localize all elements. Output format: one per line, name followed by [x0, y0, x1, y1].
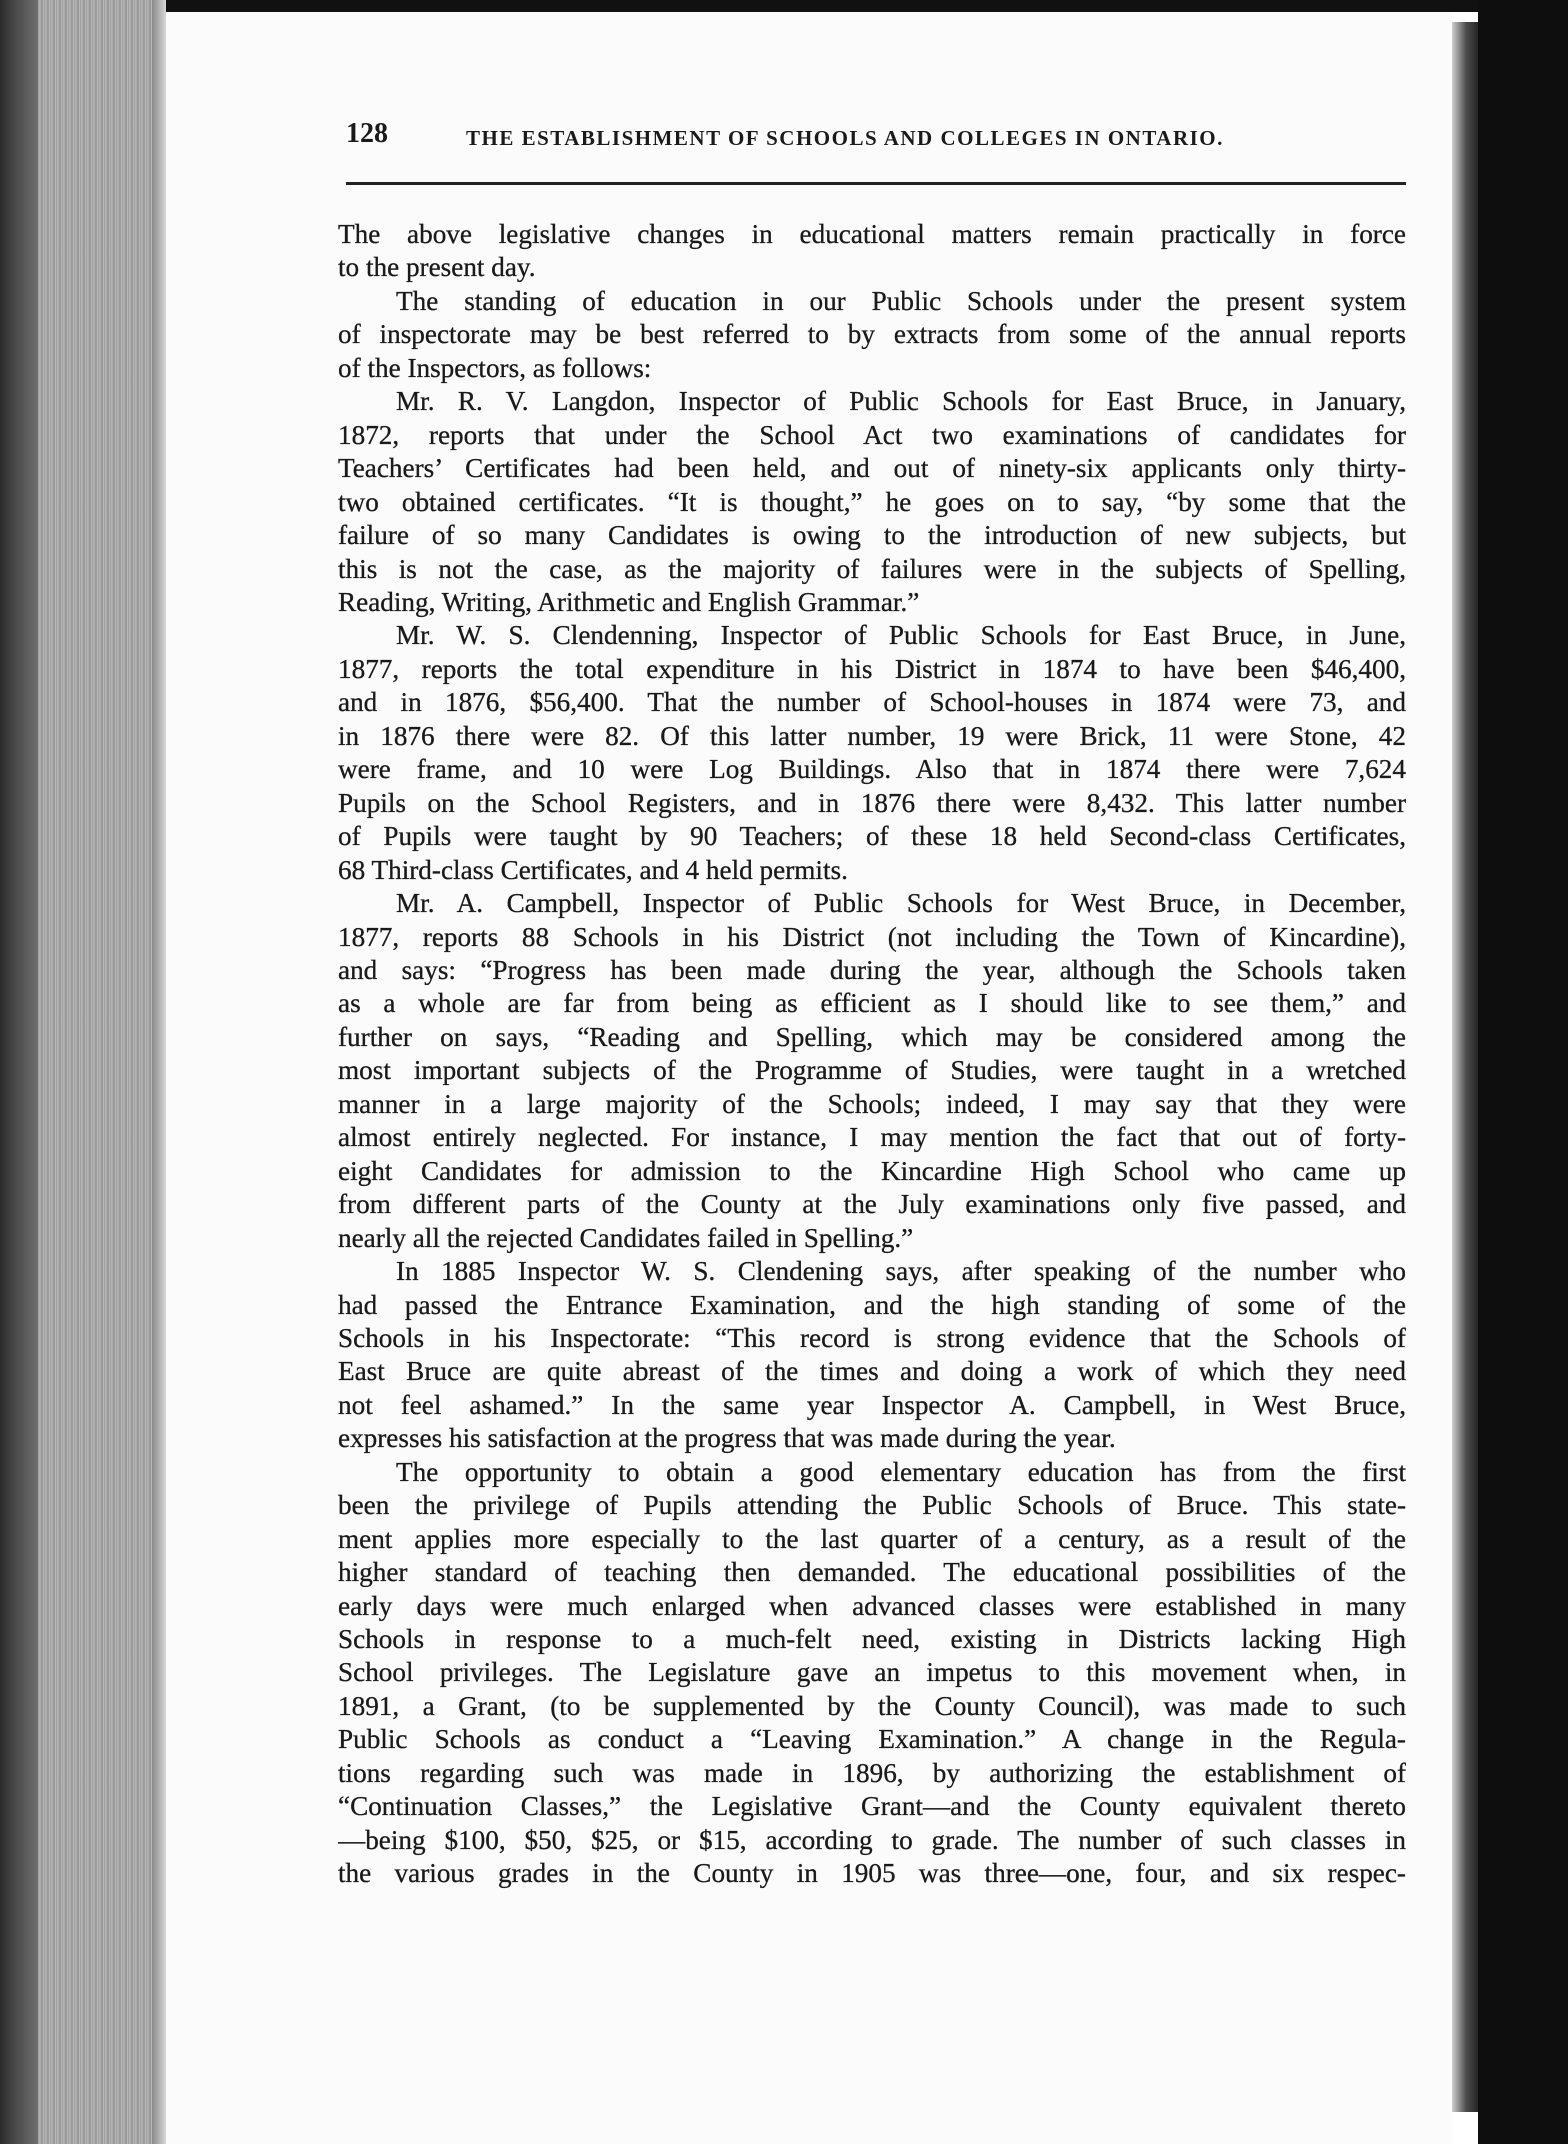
text-line: nearly all the rejected Candidates failed in Spelling.”	[338, 1222, 914, 1253]
text-line: The standing of education in our Public Schools under the present system	[396, 285, 1406, 316]
text-line: in 1876 there were 82. Of this latter number, 19 were Brick, 11 were Stone, 42	[338, 720, 1406, 751]
text-line: 1877, reports the total expenditure in his District in 1874 to have been $46,400,	[338, 653, 1406, 684]
header-rule	[346, 182, 1406, 185]
text-line: School privileges. The Legislature gave an impetus to this movement when, in	[338, 1657, 1406, 1688]
page-number: 128	[346, 118, 388, 149]
scan-border-right	[1478, 0, 1568, 2144]
body-text	[338, 218, 1406, 1891]
text-line: Mr. W. S. Clendenning, Inspector of Public Schools for East Bruce, in June,	[396, 620, 1406, 651]
text-line: manner in a large majority of the Schools; indeed, I may say that they were	[338, 1088, 1406, 1119]
text-line: Schools in response to a much-felt need, existing in Districts lacking High	[338, 1624, 1406, 1655]
text-line: “Continuation Classes,” the Legislative Grant—and the County equivalent thereto	[338, 1791, 1406, 1822]
text-line: this is not the case, as the majority of failures were in the subjects of Spelling,	[338, 553, 1406, 584]
text-line: Schools in his Inspectorate: “This record is strong evidence that the Schools of	[338, 1322, 1406, 1353]
text-line: as a whole are far from being as efficient as I should like to see them,” and	[338, 988, 1406, 1019]
text-line: two obtained certificates. “It is thought,” he goes on to say, “by some that the	[338, 486, 1406, 517]
text-line: early days were much enlarged when advanced classes were established in many	[338, 1590, 1406, 1621]
text-line: 1877, reports 88 Schools in his District (not including the Town of Kincardine),	[338, 921, 1406, 952]
text-line: tions regarding such was made in 1896, by authorizing the establishment of	[338, 1757, 1406, 1788]
text-line: eight Candidates for admission to the Kincardine High School who came up	[338, 1155, 1406, 1186]
text-line: Teachers’ Certificates had been held, and out of ninety-six applicants only thirty-	[338, 453, 1406, 484]
text-line: not feel ashamed.” In the same year Inspector A. Campbell, in West Bruce,	[338, 1389, 1406, 1420]
text-line: further on says, “Reading and Spelling, which may be considered among the	[338, 1021, 1406, 1052]
text-line: The above legislative changes in educational matters remain practically in force	[338, 219, 1406, 249]
book-spine-shadow	[0, 0, 38, 2144]
text-line: Public Schools as conduct a “Leaving Examination.” A change in the Regula-	[338, 1724, 1406, 1755]
text-line: the various grades in the County in 1905 was three—one, four, and six respec-	[338, 1858, 1406, 1889]
text-line: of Pupils were taught by 90 Teachers; of these 18 held Second-class Certificates,	[338, 821, 1406, 852]
text-line: Pupils on the School Registers, and in 1876 there were 8,432. This latter number	[338, 787, 1406, 818]
text-line: 68 Third-class Certificates, and 4 held permits.	[338, 854, 848, 885]
text-line: Mr. A. Campbell, Inspector of Public Schools for West Bruce, in December,	[396, 888, 1406, 919]
text-line: been the privilege of Pupils attending the Public Schools of Bruce. This state-	[338, 1490, 1406, 1521]
text-line: most important subjects of the Programme of Studies, were taught in a wretched	[338, 1055, 1406, 1086]
text-line: —being $100, $50, $25, or $15, according to grade. The number of such classes in	[338, 1824, 1406, 1855]
text-line: almost entirely neglected. For instance, I may mention the fact that out of forty-	[338, 1122, 1406, 1153]
text-line: had passed the Entrance Examination, and the high standing of some of the	[338, 1289, 1406, 1320]
scan-border-top	[166, 0, 1568, 12]
text-line: failure of so many Candidates is owing to the introduction of new subjects, but	[338, 520, 1406, 551]
text-line: In 1885 Inspector W. S. Clendening says, after speaking of the number who	[396, 1256, 1406, 1287]
text-line: and in 1876, $56,400. That the number of School-houses in 1874 were 73, and	[338, 687, 1406, 718]
text-line: from different parts of the County at the July examinations only five passed, and	[338, 1189, 1406, 1220]
text-line: and says: “Progress has been made during the year, although the Schools taken	[338, 954, 1406, 985]
text-line: expresses his satisfaction at the progress that was made during the year.	[338, 1423, 1116, 1454]
text-line: East Bruce are quite abreast of the times and doing a work of which they need	[338, 1356, 1406, 1387]
page-header	[346, 118, 1406, 168]
text-line: to the present day.	[338, 252, 536, 283]
text-line: were frame, and 10 were Log Buildings. Also that in 1874 there were 7,624	[338, 754, 1406, 785]
text-line: of inspectorate may be best referred to by extracts from some of the annual reports	[338, 319, 1406, 350]
running-head: THE ESTABLISHMENT OF SCHOOLS AND COLLEGES IN ONTARIO.	[466, 126, 1224, 150]
text-line: of the Inspectors, as follows:	[338, 352, 652, 383]
text-line: The opportunity to obtain a good elementary education has from the first	[396, 1456, 1406, 1487]
text-line: ment applies more especially to the last quarter of a century, as a result of the	[338, 1523, 1406, 1554]
text-line: Mr. R. V. Langdon, Inspector of Public Schools for East Bruce, in January,	[396, 386, 1406, 417]
text-line: higher standard of teaching then demanded. The educational possibilities of the	[338, 1557, 1406, 1588]
page-right-edge	[1452, 22, 1478, 2112]
page-stack-edge	[38, 0, 166, 2144]
text-line: 1872, reports that under the School Act two examinations of candidates for	[338, 419, 1406, 450]
text-line: Reading, Writing, Arithmetic and English Grammar.”	[338, 586, 920, 617]
text-line: 1891, a Grant, (to be supplemented by the County Council), was made to such	[338, 1690, 1406, 1721]
